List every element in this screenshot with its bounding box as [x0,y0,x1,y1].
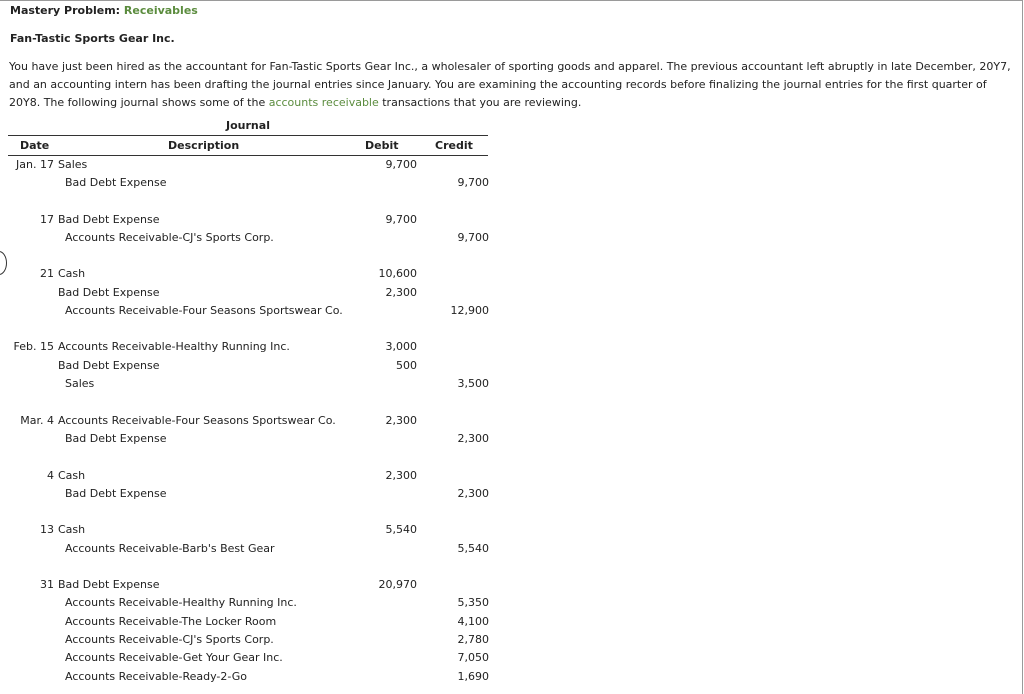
journal-description: Cash [58,523,86,536]
journal-credit: 2,780 [457,633,489,646]
journal-debit: 9,700 [385,213,417,226]
journal-description: Bad Debt Expense [58,286,160,299]
col-header-debit: Debit [365,139,399,152]
journal-row [0,359,500,377]
intro-text-1: You have just been hired as the accountant for Fan-Tastic Sports Gear Inc., a wholesaler of sporting goods and apparel. The previous accountant left abruptly in late December, 20Y7, and an accounting intern has been drafting the journal entries since January. You are examining the accounting records before finalizing the journal entries for the first quarter of 20Y8. The following journal shows some of the [9,60,1011,109]
journal-row [0,670,500,688]
journal-credit: 1,690 [457,670,489,683]
journal-date: 4 [47,469,54,482]
journal-row [0,633,500,651]
journal-debit: 2,300 [385,469,417,482]
journal-row [0,487,500,505]
intro-paragraph [9,58,1019,112]
journal-description: Bad Debt Expense [58,359,160,372]
journal-description: Cash [58,267,86,280]
journal-row [0,213,500,231]
journal-description: Accounts Receivable-Four Seasons Sportswear Co. [58,414,336,427]
journal-description: Accounts Receivable-Barb's Best Gear [65,542,275,555]
journal-debit: 20,970 [378,578,417,591]
journal-date: Mar. 4 [20,414,54,427]
accounts-receivable-link[interactable]: accounts receivable [268,96,379,109]
journal-description: Bad Debt Expense [65,432,167,445]
journal-credit: 2,300 [457,487,489,500]
company-name: Fan-Tastic Sports Gear Inc. [10,32,175,45]
title-topic: Receivables [123,4,198,17]
journal-row [0,267,500,285]
journal-description: Accounts Receivable-Four Seasons Sportswear Co. [65,304,343,317]
journal-description: Accounts Receivable-CJ's Sports Corp. [65,633,274,646]
journal-row [0,523,500,541]
journal-row [0,377,500,395]
journal-debit: 5,540 [385,523,417,536]
journal-credit: 4,100 [457,615,489,628]
journal-description: Accounts Receivable-Healthy Running Inc. [65,596,297,609]
journal-description: Accounts Receivable-Healthy Running Inc. [58,340,290,353]
journal-credit: 9,700 [457,176,489,189]
journal-description: Sales [65,377,95,390]
journal-row [0,340,500,358]
journal-description: Bad Debt Expense [58,213,160,226]
col-header-description: Description [168,139,240,152]
journal-caption: Journal [226,119,270,132]
journal-debit: 500 [396,359,417,372]
journal-description: Accounts Receivable-The Locker Room [65,615,277,628]
journal-credit: 3,500 [457,377,489,390]
journal-row [0,414,500,432]
journal-debit: 2,300 [385,414,417,427]
journal-date: 21 [40,267,54,280]
journal-description: Bad Debt Expense [58,578,160,591]
journal-row [0,176,500,194]
journal-row [0,651,500,669]
journal-credit: 9,700 [457,231,489,244]
journal-description: Accounts Receivable-Get Your Gear Inc. [65,651,283,664]
journal-row [0,231,500,249]
journal-date: 31 [40,578,54,591]
journal-credit: 12,900 [450,304,489,317]
journal-credit: 5,540 [457,542,489,555]
title-prefix: Mastery Problem: [10,4,124,17]
journal-credit: 2,300 [457,432,489,445]
journal-credit: 7,050 [457,651,489,664]
journal-row [0,615,500,633]
journal-row [0,469,500,487]
intro-text-2: transactions that you are reviewing. [378,96,582,109]
journal-description: Accounts Receivable-CJ's Sports Corp. [65,231,274,244]
journal-debit: 2,300 [385,286,417,299]
journal-row [0,432,500,450]
journal-description: Bad Debt Expense [65,487,167,500]
journal-date: 13 [40,523,54,536]
journal-row [0,158,500,176]
journal-top-rule [8,135,488,136]
journal-debit: 10,600 [378,267,417,280]
journal-date: Feb. 15 [13,340,54,353]
journal-header-rule [8,155,488,156]
journal-description: Bad Debt Expense [65,176,167,189]
journal-description: Cash [58,469,86,482]
journal-row [0,596,500,614]
col-header-date: Date [20,139,50,152]
journal-debit: 9,700 [385,158,417,171]
journal-description: Sales [58,158,88,171]
journal-date: Jan. 17 [16,158,54,171]
page-title [10,4,198,17]
journal-row [0,542,500,560]
journal-row [0,286,500,304]
journal-description: Accounts Receivable-Ready-2-Go [65,670,248,683]
journal-credit: 5,350 [457,596,489,609]
col-header-credit: Credit [435,139,473,152]
journal-debit: 3,000 [385,340,417,353]
journal-row [0,578,500,596]
journal-row [0,304,500,322]
journal-date: 17 [40,213,54,226]
